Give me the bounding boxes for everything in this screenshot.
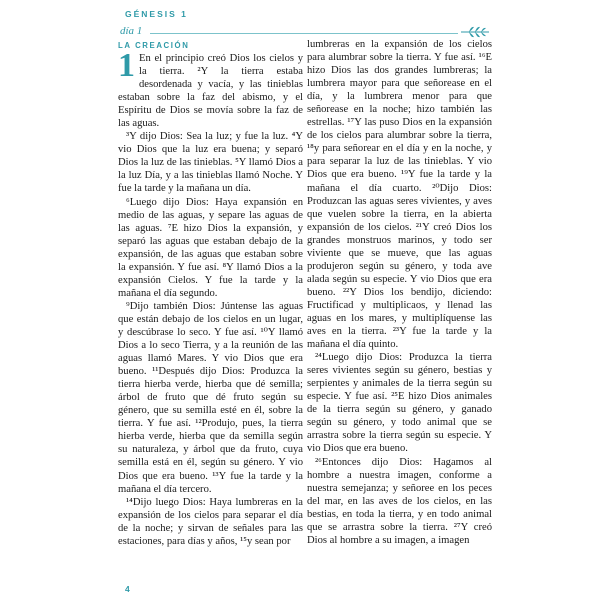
paragraph-6: lumbreras en la expansión de los cielos para alumbrar sobre la tierra. Y fue así. ¹⁶E hizo Dios las dos grandes lumbreras; la lumbrera mayor para que señorease en el día, y la lumbrera menor para que señorease en la noche; hizo también las estrellas. ¹⁷Y las puso Dios en la expansión de los cielos para alumbrar sobre la tierra, ¹⁸y para señorear en el día y en la noche, y para separar la luz de las tinieblas. Y vio Dios que era bueno. ¹⁹Y fue la tarde y la mañana el día cuarto. ²⁰Dijo Dios: Produzcan las aguas seres vivientes, y aves que vuelen sobre la tierra, en la abierta expansión de los cielos. ²¹Y creó Dios los grandes monstruos marinos, y todo ser viviente que se mueve, que las aguas produjeron según su género, y toda ave alada según su especie. Y vio Dios que era bueno. ²²Y Dios los bendijo, diciendo: Fructificad y multiplicaos, y llenad las aguas en los mares, y multiplíquense las aves en la tierra. ²³Y fue la tarde y la mañana el día quinto. [307,39,492,351]
divider-rule [150,33,458,34]
paragraph-3: ⁶Luego dijo Dios: Haya expansión en medio de las aguas, y separe las aguas de las aguas. ⁷E hizo Dios la expansión, y separó las aguas que estaban debajo de la expansión, de las aguas que estaban sobre la expansión. Y fue así. ⁸Y llamó Dios a la expansión Cielos. Y fue la tarde y la mañana el día segundo. [118,196,303,299]
paragraph-7: ²⁴Luego dijo Dios: Produzca la tierra seres vivientes según su género, bestias y serpientes y animales de la tierra según su especie. Y fue así. ²⁵E hizo Dios animales de la tierra según su género, y ganado según su género, y todo animal que se arrastra sobre la tierra según su especie. Y vio Dios que era bueno. [307,352,492,455]
paragraph-5: ¹⁴Dijo luego Dios: Haya lumbreras en la expansión de los cielos para separar el día de la noche; y sirvan de señales para las estaciones, para días y años, ¹⁵y sean por [118,496,303,547]
paragraph-4: ⁹Dijo también Dios: Júntense las aguas que están debajo de los cielos en un lugar, y descúbrase lo seco. Y fue así. ¹⁰Y llamó Dios a lo seco Tierra, y a la reunión de las aguas llamó Mares. Y vio Dios que era bueno. ¹¹Después dijo Dios: Produzca la tierra hierba verde, hierba que dé semilla; árbol de fruto que dé fruto según su género, que su semilla esté en él, sobre la tierra. Y fue así. ¹²Produjo, pues, la tierra hierba verde, hierba que da semilla según su naturaleza, y árbol que da fruto, cuya semilla está en él, según su género. Y vio Dios que era bueno. ¹³Y fue la tarde y la mañana el día tercero. [118,300,303,495]
chapter-number: 1 [118,47,135,84]
paragraph-1: 1 En el principio creó Dios los cielos y la tierra. ²Y la tierra estaba desordenada y vacía, y las tinieblas estaban sobre la faz del abismo, y el Espíritu de Dios se movía sobre la faz de las aguas. [118,47,303,130]
paragraph-8: ²⁶Entonces dijo Dios: Hagamos al hombre a nuestra imagen, conforme a nuestra semejanza; y señoree en los peces del mar, en las aves de los cielos, en las bestias, en toda la tierra, y en todo animal que se arrastra sobre la tierra. ²⁷Y creó Dios al hombre a su imagen, a imagen [307,456,492,546]
running-head-book-title: GÉNESIS 1 [125,9,188,19]
day-divider [120,25,490,39]
right-column [307,38,492,547]
page-number: 4 [125,584,130,594]
section-heading: LA CREACIÓN [118,41,190,50]
leaf-sprig-icon [460,23,490,39]
paragraph-2: ³Y dijo Dios: Sea la luz; y fue la luz. ⁴Y vio Dios que la luz era buena; y separó Dios la luz de las tinieblas. ⁵Y llamó Dios a la luz Día, y a las tinieblas llamó Noche. Y fue la tarde y la mañana un día. [118,131,303,195]
day-label: día 1 [120,25,143,37]
left-column [118,41,303,548]
